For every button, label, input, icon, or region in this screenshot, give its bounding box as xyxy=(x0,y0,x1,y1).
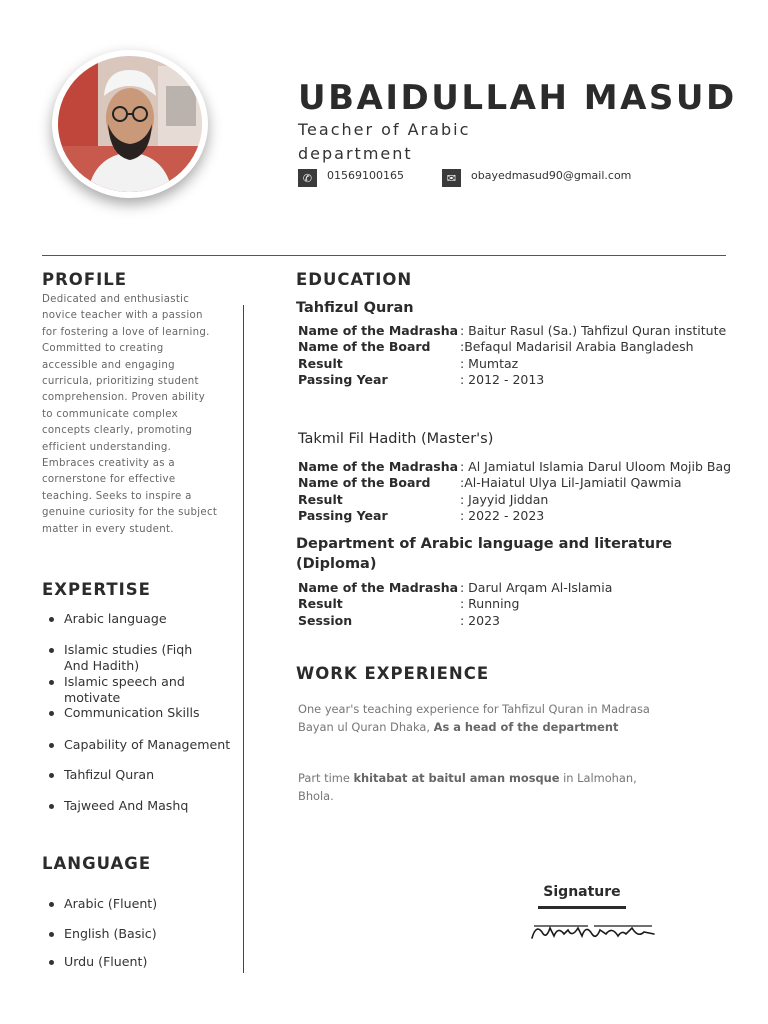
table-row: Result : Jayyid Jiddan xyxy=(298,491,549,507)
signature-label: Signature xyxy=(543,884,621,900)
expertise-heading: EXPERTISE xyxy=(42,580,151,599)
list-item: Urdu (Fluent) xyxy=(46,954,246,970)
education-entry-details xyxy=(298,323,726,389)
education-entry-heading: Takmil Fil Hadith (Master's) xyxy=(298,431,494,447)
table-row: Result : Running xyxy=(298,596,520,612)
table-row: Name of the Board :Al-Haiatul Ulya Lil-Jamiatil Qawmia xyxy=(298,475,682,491)
work-item: Part time khitabat at baitul aman mosque in Lalmohan, Bhola. xyxy=(298,771,637,803)
table-row: Name of the Board :Befaqul Madarisil Arabia Bangladesh xyxy=(298,339,694,355)
profile-photo xyxy=(58,56,202,192)
list-item: Islamic studies (Fiqh And Hadith) xyxy=(46,642,216,674)
table-row: Name of the Madrasha : Darul Arqam Al-Islamia xyxy=(298,580,613,595)
email-contact[interactable] xyxy=(442,169,631,187)
education-entry-details xyxy=(298,580,612,629)
profile-photo-frame xyxy=(52,50,208,198)
table-row: Name of the Madrasha : Baitur Rasul (Sa.) Tahfizul Quran institute xyxy=(298,323,727,338)
education-entry-heading: Tahfizul Quran xyxy=(296,300,414,316)
column-divider xyxy=(243,305,244,973)
phone-icon: ✆ xyxy=(298,169,317,187)
table-row: Passing Year : 2012 - 2013 xyxy=(298,372,545,388)
education-entry-details xyxy=(298,459,731,525)
table-row: Name of the Madrasha : Al Jamiatul Islamia Darul Uloom Mojib Bag xyxy=(298,459,732,474)
job-title: Teacher of Arabic department xyxy=(298,120,471,163)
list-item: Islamic speech and motivate xyxy=(46,674,206,706)
list-item: Arabic (Fluent) xyxy=(46,896,246,912)
signature-underline xyxy=(538,906,626,909)
profile-heading: PROFILE xyxy=(42,270,128,289)
work-item: One year's teaching experience for Tahfizul Quran in Madrasa Bayan ul Quran Dhaka, As a head of the department xyxy=(298,702,650,734)
header-divider xyxy=(42,255,726,256)
table-row: Passing Year : 2022 - 2023 xyxy=(298,508,545,524)
envelope-icon: ✉ xyxy=(442,169,461,187)
email-address: obayedmasud90@gmail.com xyxy=(471,169,632,182)
list-item: Arabic language xyxy=(46,611,246,627)
education-entry-heading: Department of Arabic language and literature (Diploma) xyxy=(296,536,673,572)
list-item: Capability of Management xyxy=(46,737,246,753)
list-item: Tajweed And Mashq xyxy=(46,798,246,814)
handwritten-signature xyxy=(528,916,658,948)
table-row: Result : Mumtaz xyxy=(298,355,519,371)
person-name: UBAIDULLAH MASUD xyxy=(298,78,737,118)
list-item: Tahfizul Quran xyxy=(46,767,246,783)
work-experience-heading: WORK EXPERIENCE xyxy=(296,664,490,683)
education-heading: EDUCATION xyxy=(296,270,413,289)
list-item: English (Basic) xyxy=(46,926,246,942)
profile-summary: Dedicated and enthusiastic novice teacher with a passion for fostering a love of learning. Committed to creating accessible and engaging curricula, prioritizing student comprehension. Proven ability to communicate complex concepts clearly, promoting efficient understanding. Embraces creativity as a cornerstone for effective teaching. Seeks to inspire a genuine curiosity for the subject matter in every student. xyxy=(42,294,218,535)
phone-contact[interactable] xyxy=(298,169,404,187)
language-heading: LANGUAGE xyxy=(42,854,152,873)
table-row: Session : 2023 xyxy=(298,612,500,628)
list-item: Communication Skills xyxy=(46,705,246,721)
phone-number: 01569100165 xyxy=(327,169,404,182)
